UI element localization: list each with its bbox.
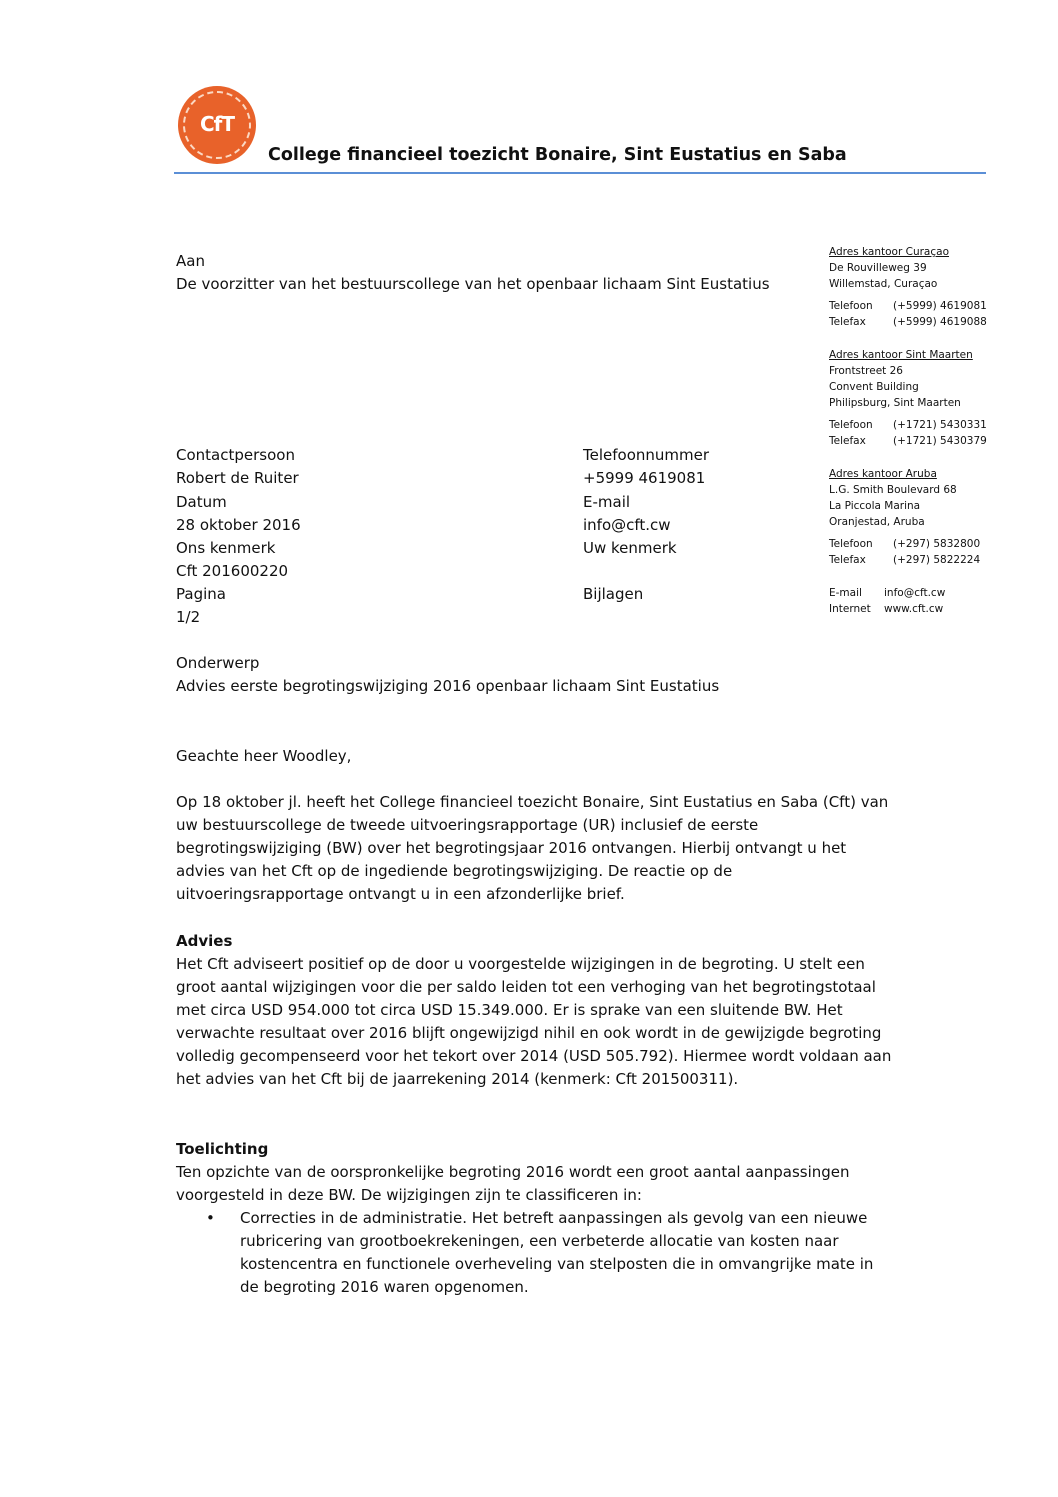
organization-title: College financieel toezicht Bonaire, Sint Eustatius en Saba	[268, 145, 847, 165]
internet-row: Internet www.cft.cw	[829, 603, 944, 615]
advice-paragraph: Het Cft adviseert positief op de door u voorgestelde wijzigingen in de begroting. U stelt een groot aantal wijzigingen voor die per saldo leiden tot een verhoging van het begrotingstotaal met circa USD 954.000 tot circa USD 15.349.000. Er is sprake van een sluitende BW. Het verwachte resultaat over 2016 blijft ongewijzigd nihil en ook wordt in de gewijzigde begroting volledig gecompenseerd voor het tekort over 2014 (USD 505.792). Hiermee wordt voldaan aan het advies van het Cft bij de jaarrekening 2014 (kenmerk: Cft 201500311).	[176, 955, 892, 1088]
office-title: Adres kantoor Curaçao	[829, 246, 949, 258]
email-value: info@cft.cw	[583, 516, 671, 534]
address-line: Willemstad, Curaçao	[829, 278, 938, 290]
bullet-list	[176, 1207, 896, 1299]
office-curacao	[829, 244, 987, 330]
list-item: Correcties in de administratie. Het betreft aanpassingen als gevolg van een nieuwe rubricering van grootboekrekeningen, een verbeterde allocatie van kosten naar kostencentra en functionele overheveling van stelposten die in omvangrijke mate in de begroting 2016 waren opgenomen.	[240, 1209, 874, 1296]
phone-value: +5999 4619081	[583, 469, 706, 487]
office-aruba	[829, 466, 980, 568]
office-title: Adres kantoor Aruba	[829, 468, 937, 480]
logo-text: CfT	[199, 112, 235, 136]
address-line: L.G. Smith Boulevard 68	[829, 484, 957, 496]
address-line: La Piccola Marina	[829, 500, 921, 512]
bullet-dot-icon: •	[206, 1209, 215, 1227]
fax-row: Telefax (+5999) 4619088	[829, 316, 987, 328]
addressee-label: Aan	[176, 252, 205, 270]
general-contact	[829, 585, 945, 617]
address-line: De Rouvilleweg 39	[829, 262, 927, 274]
email-label: E-mail	[583, 493, 631, 511]
address-line: Oranjestad, Aruba	[829, 516, 925, 528]
date-label: Datum	[176, 493, 227, 511]
contact-value: Robert de Ruiter	[176, 469, 299, 487]
explanation-heading: Toelichting	[176, 1140, 269, 1158]
page-label: Pagina	[176, 585, 226, 603]
phone-row: Telefoon (+297) 5832800	[829, 538, 981, 550]
address-line: Philipsburg, Sint Maarten	[829, 397, 961, 409]
address-line: Convent Building	[829, 381, 919, 393]
office-sint-maarten	[829, 347, 987, 449]
fax-row: Telefax (+297) 5822224	[829, 554, 981, 566]
email-row: E-mail info@cft.cw	[829, 587, 946, 599]
page-value: 1/2	[176, 608, 201, 626]
contact-label: Contactpersoon	[176, 446, 295, 464]
advice-heading: Advies	[176, 932, 233, 950]
date-value: 28 oktober 2016	[176, 516, 301, 534]
phone-label: Telefoonnummer	[583, 446, 710, 464]
subject-label: Onderwerp	[176, 654, 260, 672]
intro-paragraph: Op 18 oktober jl. heeft het College financieel toezicht Bonaire, Sint Eustatius en Saba (Cft) van uw bestuurscollege de tweede uitvoeringsrapportage (UR) inclusief de eerste begrotingswijziging (BW) over het begrotingsjaar 2016 ontvangen. Hierbij ontvangt u het advies van het Cft op de ingediende begrotingswijziging. De reactie op de uitvoeringsrapportage ontvangt u in een afzonderlijke brief.	[176, 793, 889, 903]
attachments-label: Bijlagen	[583, 585, 644, 603]
header-divider	[174, 172, 986, 174]
explanation-paragraph: Ten opzichte van de oorspronkelijke begroting 2016 wordt een groot aantal aanpassingen voorgesteld in deze BW. De wijzigingen zijn te classificeren in:	[176, 1163, 850, 1204]
subject-value: Advies eerste begrotingswijziging 2016 openbaar lichaam Sint Eustatius	[176, 677, 720, 695]
salutation: Geachte heer Woodley,	[176, 747, 352, 765]
phone-row: Telefoon (+5999) 4619081	[829, 300, 987, 312]
our-reference-value: Cft 201600220	[176, 562, 289, 580]
addressee-value: De voorzitter van het bestuurscollege van het openbaar lichaam Sint Eustatius	[176, 275, 770, 293]
address-line: Frontstreet 26	[829, 365, 903, 377]
your-reference-label: Uw kenmerk	[583, 539, 677, 557]
phone-row: Telefoon (+1721) 5430331	[829, 419, 987, 431]
cft-logo	[178, 86, 256, 164]
office-title: Adres kantoor Sint Maarten	[829, 349, 973, 361]
our-reference-label: Ons kenmerk	[176, 539, 276, 557]
fax-row: Telefax (+1721) 5430379	[829, 435, 987, 447]
